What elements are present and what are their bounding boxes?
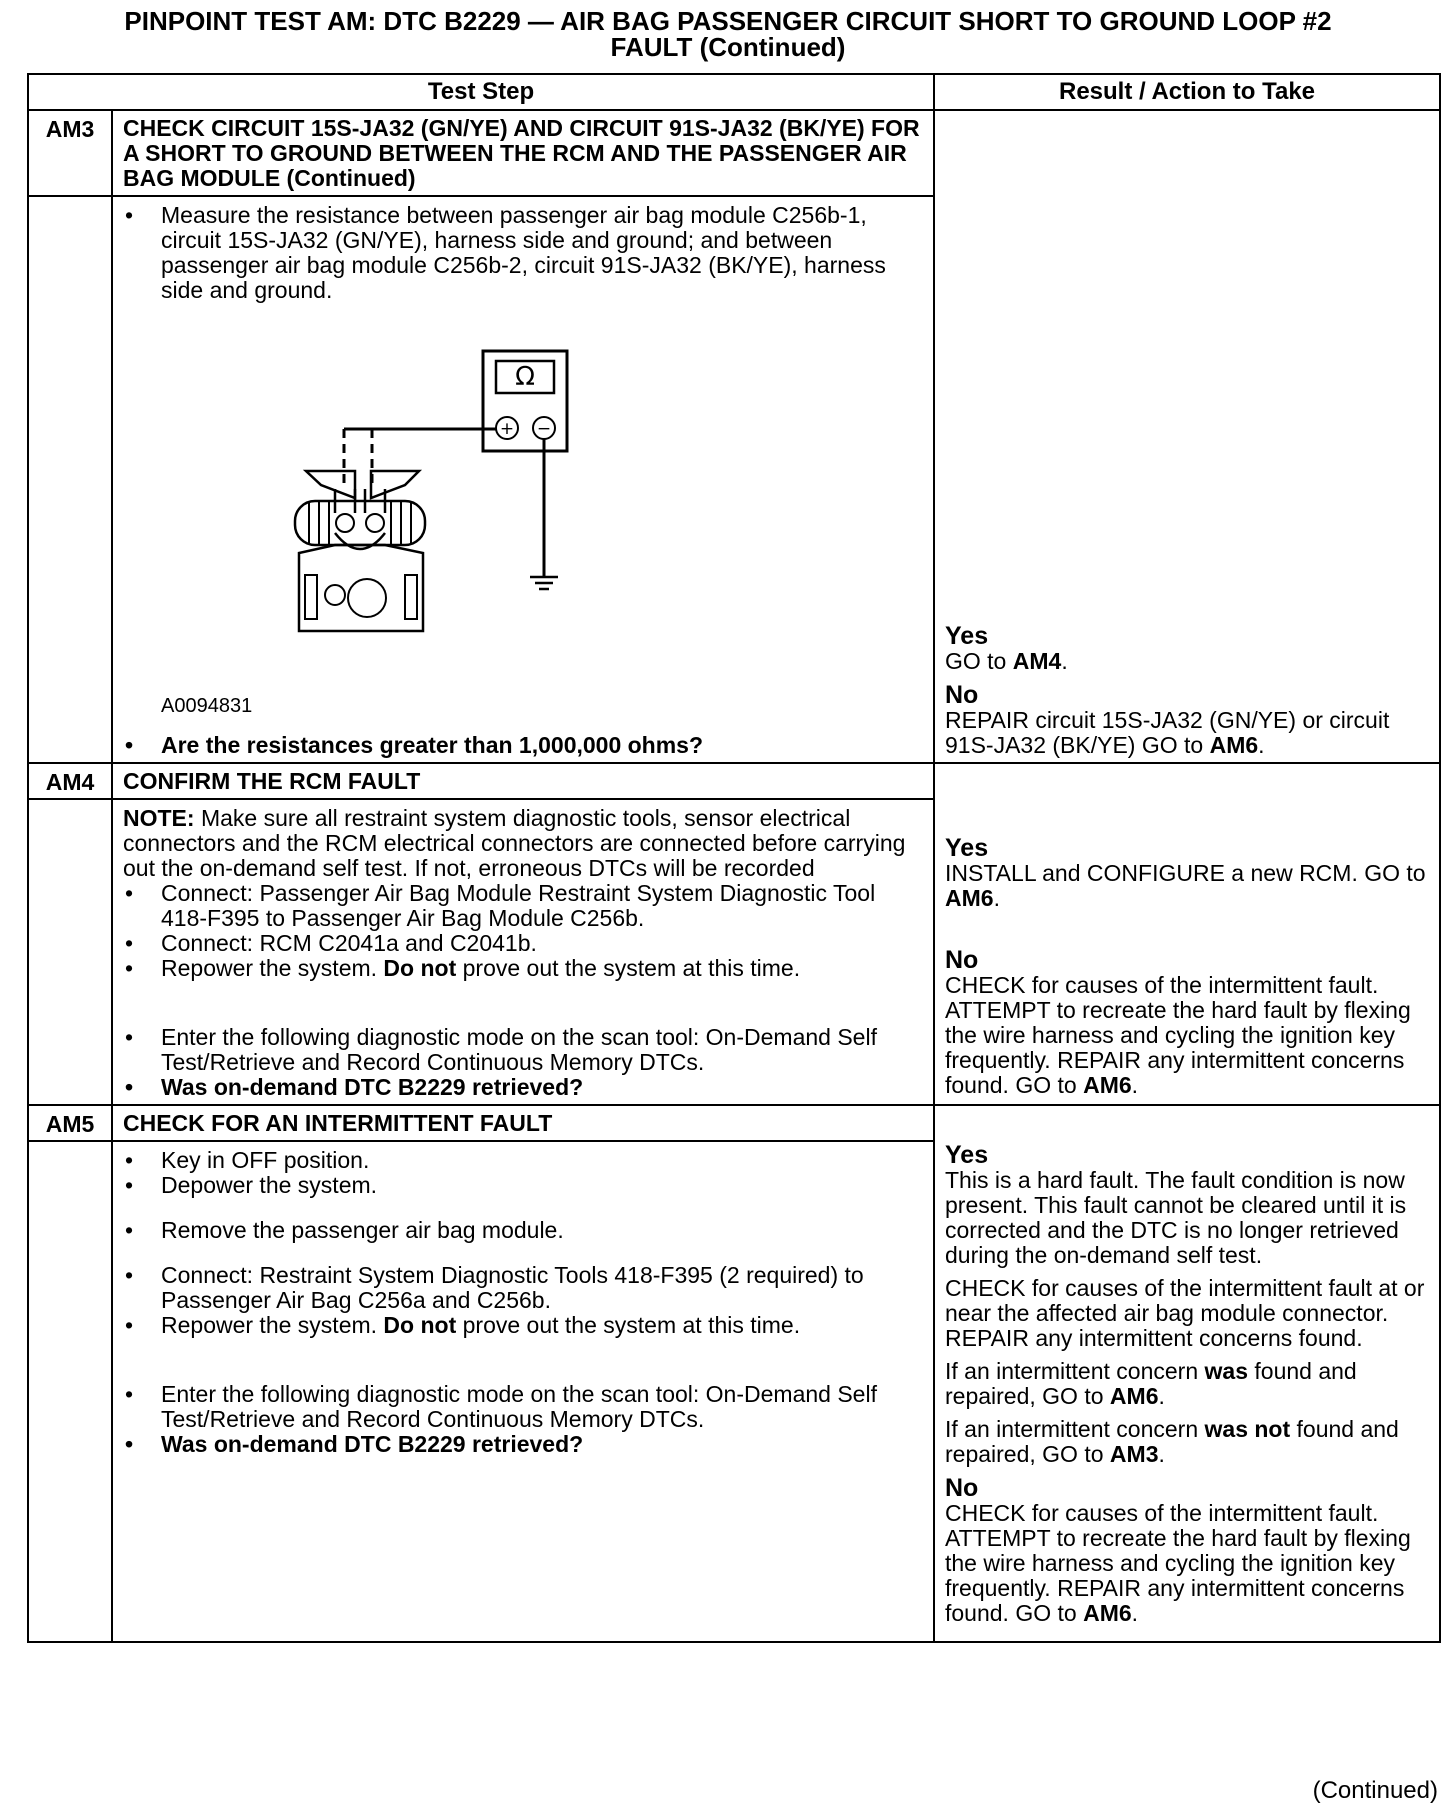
title-line-1: PINPOINT TEST AM: DTC B2229 — AIR BAG PASSENGER CIRCUIT SHORT TO GROUND LOOP #2 bbox=[124, 6, 1332, 36]
figure-id: A0094831 bbox=[161, 695, 253, 717]
no-action-am4: CHECK for causes of the intermittent fault. ATTEMPT to recreate the hard fault by flexing the wire harness and cycling the ignition key frequently. REPAIR any intermittent concerns found. GO to AM6. bbox=[945, 972, 1411, 1098]
step-code-spacer-am3 bbox=[28, 196, 112, 763]
am4-bullet-4: • Enter the following diagnostic mode on the scan tool: On-Demand Self Test/Retrieve and Record Continuous Memory DTCs. bbox=[161, 1025, 925, 1075]
plus-symbol: + bbox=[499, 419, 515, 439]
pinpoint-test-table bbox=[27, 73, 1441, 1643]
step-heading-am5: CHECK FOR AN INTERMITTENT FAULT bbox=[112, 1105, 934, 1141]
connector-clip-left bbox=[306, 471, 355, 498]
am4-question: • Was on-demand DTC B2229 retrieved? bbox=[161, 1075, 925, 1100]
am4-bullet-2: • Connect: RCM C2041a and C2041b. bbox=[161, 931, 925, 956]
yes-label-am5: Yes bbox=[945, 1141, 989, 1169]
am5-bullet-3: • Remove the passenger air bag module. bbox=[161, 1218, 925, 1243]
step-am3-heading-row bbox=[28, 110, 1440, 196]
ohm-symbol: Ω bbox=[515, 362, 535, 392]
yes-action-am4: INSTALL and CONFIGURE a new RCM. GO to AM6. bbox=[945, 860, 1426, 911]
am5-bullet-1: • Key in OFF position. bbox=[161, 1148, 925, 1173]
yes-label-am3: Yes bbox=[945, 622, 989, 650]
harness-connector bbox=[295, 501, 425, 545]
yes-p2-am5: CHECK for causes of the intermittent fault at or near the affected air bag module connector. REPAIR any intermittent concerns found. bbox=[945, 1275, 1425, 1351]
result-cell-am4 bbox=[934, 763, 1440, 1105]
yes-p4-am5: If an intermittent concern was not found and repaired, GO to AM3. bbox=[945, 1416, 1399, 1467]
header-result-action: Result / Action to Take bbox=[934, 74, 1440, 110]
ohmmeter-connection-diagram bbox=[123, 313, 863, 683]
am5-bullet-4: • Connect: Restraint System Diagnostic Tools 418-F395 (2 required) to Passenger Air Bag C256a and C256b. bbox=[161, 1263, 925, 1313]
step-code-spacer-am5 bbox=[28, 1141, 112, 1642]
step-body-am5 bbox=[112, 1141, 934, 1642]
result-cell-am3 bbox=[934, 110, 1440, 763]
am4-note: NOTE: Make sure all restraint system diagnostic tools, sensor electrical connectors and the RCM electrical connectors are connected before carrying out the on-demand self test. If not, erroneous DTCs will be recorded bbox=[123, 805, 906, 881]
yes-p1-am5: This is a hard fault. The fault condition is now present. This fault cannot be cleared until it is corrected and the DTC is no longer retrieved during the on-demand self test. bbox=[945, 1167, 1407, 1268]
no-action-am3: REPAIR circuit 15S-JA32 (GN/YE) or circuit 91S-JA32 (BK/YE) GO to AM6. bbox=[945, 707, 1390, 758]
am3-step-measure: • Measure the resistance between passenger air bag module C256b-1, circuit 15S-JA32 (GN/YE), harness side and ground; and between passenger air bag module C256b-2, circuit 91S-JA32 (BK/YE), harness side and ground. bbox=[161, 203, 925, 303]
am4-bullet-3: • Repower the system. Do not prove out the system at this time. bbox=[161, 956, 925, 981]
step-heading-am4: CONFIRM THE RCM FAULT bbox=[112, 763, 934, 799]
result-cell-am5 bbox=[934, 1105, 1440, 1642]
minus-symbol: − bbox=[536, 419, 552, 439]
table-header-row bbox=[28, 74, 1440, 110]
am5-bullet-5: • Repower the system. Do not prove out the system at this time. bbox=[161, 1313, 925, 1338]
step-code-am3: AM3 bbox=[28, 110, 112, 196]
title-line-2: FAULT (Continued) bbox=[610, 32, 846, 62]
continued-note: (Continued) bbox=[1312, 1777, 1438, 1804]
step-am4-heading-row bbox=[28, 763, 1440, 799]
step-code-spacer-am4 bbox=[28, 799, 112, 1105]
step-heading-am3: CHECK CIRCUIT 15S-JA32 (GN/YE) AND CIRCUIT 91S-JA32 (BK/YE) FOR A SHORT TO GROUND BETWEEN THE RCM AND THE PASSENGER AIR BAG MODULE (Continued) bbox=[112, 110, 934, 196]
step-body-am3 bbox=[112, 196, 934, 763]
no-label-am3: No bbox=[945, 681, 979, 709]
yes-label-am4: Yes bbox=[945, 834, 989, 862]
page-title bbox=[0, 8, 1456, 60]
no-action-am5: CHECK for causes of the intermittent fault. ATTEMPT to recreate the hard fault by flexing the wire harness and cycling the ignition key frequently. REPAIR any intermittent concerns found. GO to AM6. bbox=[945, 1500, 1411, 1626]
no-label-am5: No bbox=[945, 1474, 979, 1502]
am4-bullet-1: • Connect: Passenger Air Bag Module Restraint System Diagnostic Tool 418-F395 to Passenger Air Bag Module C256b. bbox=[161, 881, 925, 931]
am5-bullet-6: • Enter the following diagnostic mode on the scan tool: On-Demand Self Test/Retrieve and Record Continuous Memory DTCs. bbox=[161, 1382, 925, 1432]
step-am5-heading-row bbox=[28, 1105, 1440, 1141]
step-code-am5: AM5 bbox=[28, 1105, 112, 1141]
yes-action-am3: GO to AM4. bbox=[945, 648, 1068, 674]
no-label-am4: No bbox=[945, 946, 979, 974]
am5-question: • Was on-demand DTC B2229 retrieved? bbox=[161, 1432, 925, 1457]
am5-bullet-2: • Depower the system. bbox=[161, 1173, 925, 1198]
am3-question: • Are the resistances greater than 1,000,000 ohms? bbox=[161, 733, 925, 758]
step-body-am4 bbox=[112, 799, 934, 1105]
yes-p3-am5: If an intermittent concern was found and repaired, GO to AM6. bbox=[945, 1358, 1357, 1409]
connector-clip-right bbox=[371, 471, 419, 498]
header-test-step: Test Step bbox=[28, 74, 934, 110]
step-code-am4: AM4 bbox=[28, 763, 112, 799]
